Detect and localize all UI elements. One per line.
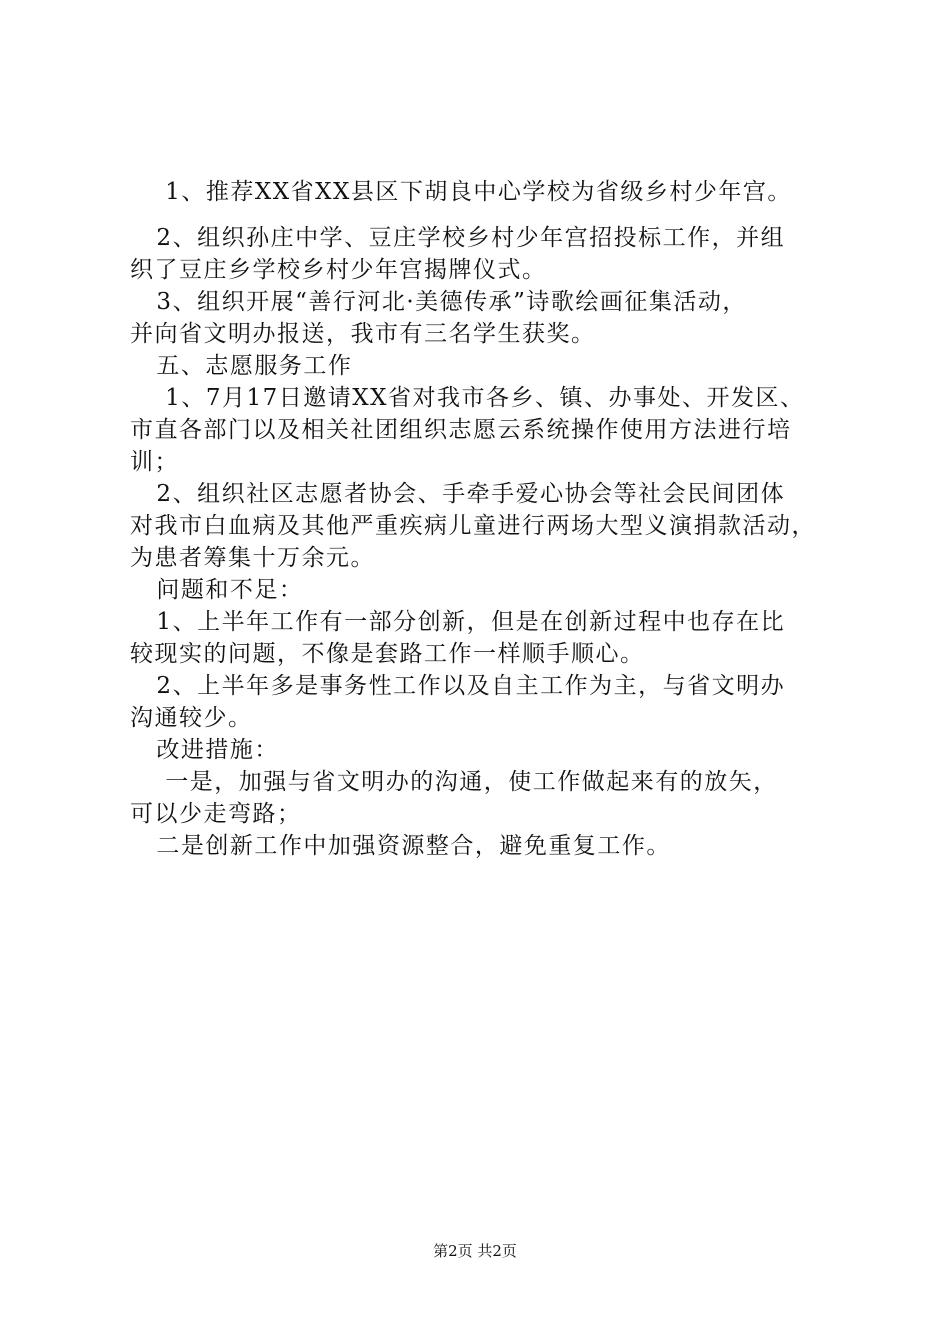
paragraph-line: 训； [130, 449, 179, 475]
section-heading: 问题和不足： [130, 577, 304, 603]
paragraph-line: 并向省文明办报送，我市有三名学生获奖。 [130, 321, 596, 347]
paragraph-line: 一是，加强与省文明办的沟通，使工作做起来有的放矢， [130, 769, 778, 795]
paragraph-line: 较现实的问题，不像是套路工作一样顺手顺心。 [130, 641, 645, 667]
paragraph-line: 1、7月17日邀请XX省对我市各乡、镇、办事处、开发区、 [130, 385, 805, 411]
paragraph-line: 2、组织社区志愿者协会、手牵手爱心协会等社会民间团体 [130, 481, 786, 507]
document-body [130, 176, 830, 862]
paragraph-line: 3、组织开展“善行河北·美德传承”诗歌绘画征集活动， [130, 289, 747, 315]
paragraph-line: 1、上半年工作有一部分创新，但是在创新过程中也存在比 [130, 609, 786, 635]
paragraph-gap [130, 208, 830, 222]
paragraph-line: 可以少走弯路； [130, 801, 302, 827]
section-heading: 改进措施： [130, 737, 279, 763]
paragraph-line: 对我市白血病及其他严重疾病儿童进行两场大型义演捐款活动， [130, 513, 816, 539]
paragraph-line: 织了豆庄乡学校乡村少年宫揭牌仪式。 [130, 257, 547, 283]
section-heading: 五、志愿服务工作 [130, 353, 353, 379]
paragraph-line: 市直各部门以及相关社团组织志愿云系统操作使用方法进行培 [130, 417, 792, 443]
page-number-footer: 第2页 共2页 [433, 1242, 517, 1260]
paragraph-line: 2、组织孙庄中学、豆庄学校乡村少年宫招投标工作，并组 [130, 225, 786, 251]
paragraph-line: 1、推荐XX省XX县区下胡良中心学校为省级乡村少年宫。 [130, 179, 792, 205]
paragraph-line: 为患者筹集十万余元。 [130, 545, 375, 571]
paragraph-line: 2、上半年多是事务性工作以及自主工作为主，与省文明办 [130, 673, 786, 699]
paragraph-line: 二是创新工作中加强资源整合，避免重复工作。 [130, 833, 671, 859]
paragraph-line: 沟通较少。 [130, 705, 253, 731]
